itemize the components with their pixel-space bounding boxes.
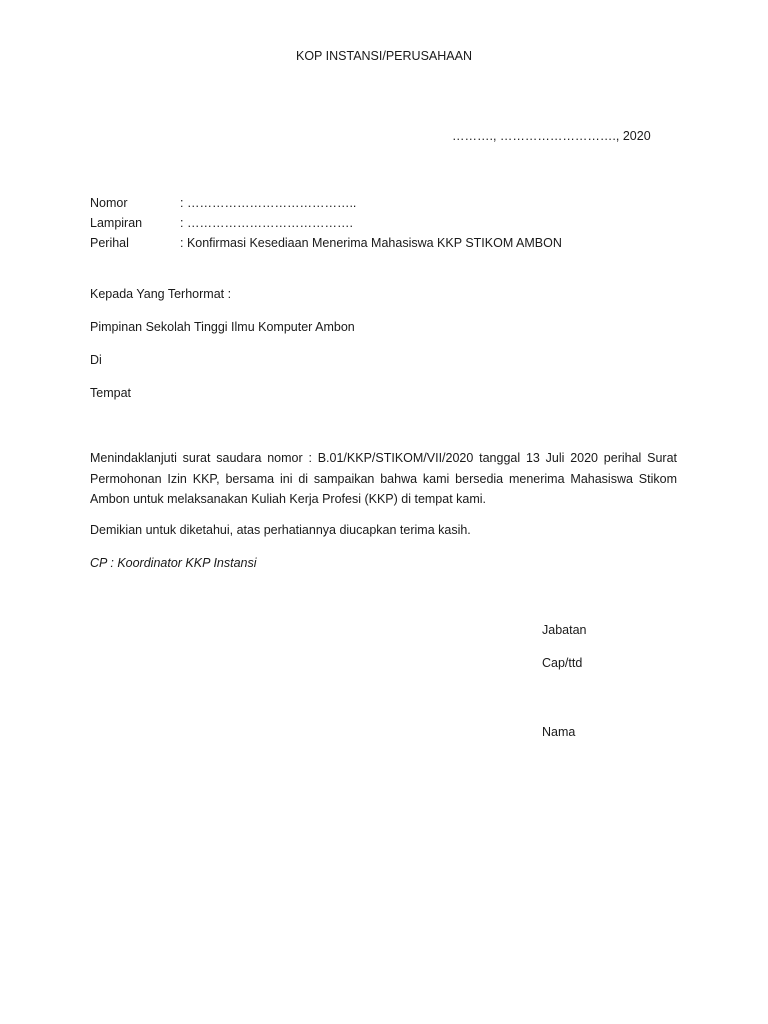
meta-row-nomor	[90, 193, 562, 213]
meta-value: : Konfirmasi Kesediaan Menerima Mahasiswa KKP STIKOM AMBON	[180, 236, 562, 250]
greeting: Kepada Yang Terhormat :	[90, 287, 232, 301]
recipient-di: Di	[90, 353, 102, 367]
letter-meta	[90, 193, 562, 253]
meta-row-lampiran	[90, 213, 562, 233]
contact-person: CP : Koordinator KKP Instansi	[90, 556, 257, 570]
meta-value: : ………………………………….	[180, 216, 353, 230]
meta-value: : …………………………………..	[180, 196, 357, 210]
letterhead: KOP INSTANSI/PERUSAHAAN	[296, 49, 472, 63]
body-paragraph: Menindaklanjuti surat saudara nomor : B.01/KKP/STIKOM/VII/2020 tanggal 13 Juli 2020 perihal Surat Permohonan Izin KKP, bersama ini di sampaikan bahwa kami bersedia menerima Mahasiswa Stikom Ambon untuk melaksanakan Kuliah Kerja Profesi (KKP) di tempat kami.	[90, 451, 677, 506]
meta-row-perihal	[90, 233, 562, 253]
meta-label: Nomor	[90, 196, 128, 210]
meta-label: Perihal	[90, 236, 129, 250]
closing-paragraph: Demikian untuk diketahui, atas perhatiannya diucapkan terima kasih.	[90, 523, 471, 537]
recipient-place: Tempat	[90, 386, 131, 400]
meta-label: Lampiran	[90, 216, 143, 230]
signature-position: Jabatan	[542, 623, 587, 637]
signature-name: Nama	[542, 725, 576, 739]
recipient: Pimpinan Sekolah Tinggi Ilmu Komputer Ambon	[90, 320, 355, 334]
signature-stamp: Cap/ttd	[542, 656, 583, 670]
date-line: ………., ………………………., 2020	[452, 129, 651, 143]
